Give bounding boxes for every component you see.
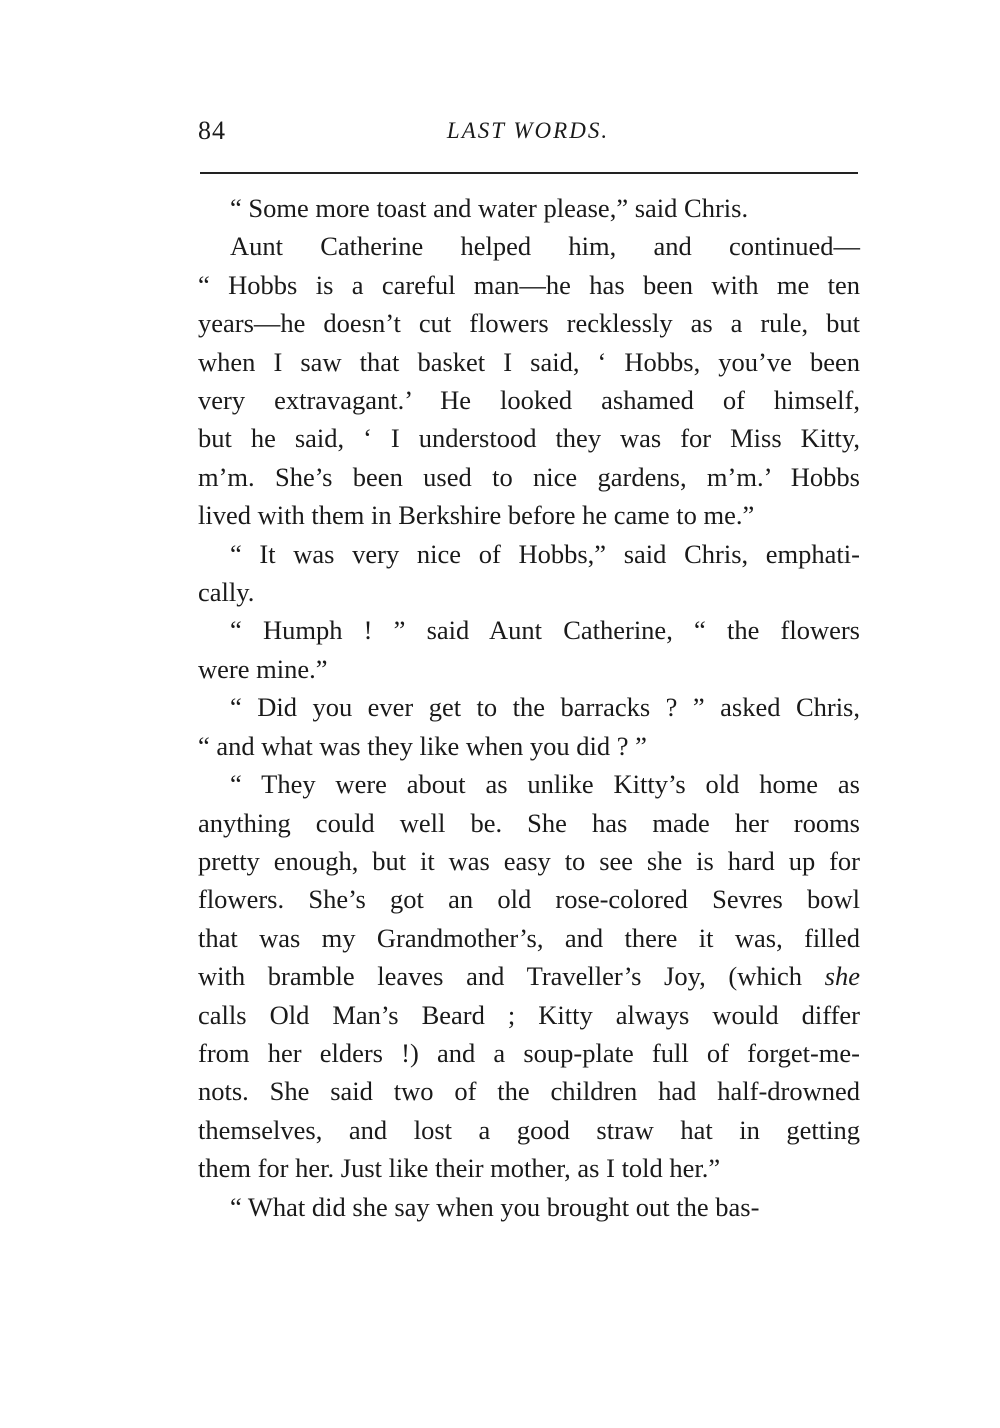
text-line: with bramble leaves and Traveller’s Joy, (which she <box>198 961 860 992</box>
paragraph <box>198 1188 860 1226</box>
text-line: flowers. She’s got an old rose-colored Sevres bowl <box>198 884 860 915</box>
text-line: “ They were about as unlike Kitty’s old home as <box>230 769 860 800</box>
text-line: were mine.” <box>198 653 328 684</box>
header-rule <box>200 172 858 174</box>
text-line: themselves, and lost a good straw hat in getting <box>198 1114 860 1145</box>
text-line: Aunt Catherine helped him, and continued— <box>230 231 860 262</box>
text-line: that was my Grandmother’s, and there it was, filled <box>198 922 860 953</box>
text-line: “ Humph ! ” said Aunt Catherine, “ the flowers <box>230 615 860 646</box>
page-header <box>198 116 858 156</box>
page-number: 84 <box>198 116 226 145</box>
text-line: cally. <box>198 577 255 608</box>
text-line: “ It was very nice of Hobbs,” said Chris, emphati- <box>230 538 860 569</box>
paragraph <box>198 765 860 1187</box>
text-line: anything could well be. She has made her rooms <box>198 807 860 838</box>
text-line: very extravagant.’ He looked ashamed of himself, <box>198 385 860 416</box>
paragraph <box>198 227 860 534</box>
paragraph <box>198 189 860 227</box>
text-line: years—he doesn’t cut flowers recklessly as a rule, but <box>198 308 860 339</box>
paragraph <box>198 688 860 765</box>
paragraph <box>198 535 860 612</box>
text-line: calls Old Man’s Beard ; Kitty always would differ <box>198 999 860 1030</box>
text-line: “ Some more toast and water please,” said Chris. <box>230 193 749 223</box>
text-line: lived with them in Berkshire before he came to me.” <box>198 500 755 531</box>
paragraph <box>198 611 860 688</box>
emphasis: she <box>824 961 860 992</box>
text-line: nots. She said two of the children had half-drowned <box>198 1076 860 1107</box>
text-line: “ and what was they like when you did ? ” <box>198 730 647 761</box>
text-line: pretty enough, but it was easy to see she is hard up for <box>198 845 860 876</box>
text-line: “ What did she say when you brought out the bas- <box>230 1191 760 1222</box>
text-line: but he said, ‘ I understood they was for Miss Kitty, <box>198 423 860 454</box>
text-line: “ Hobbs is a careful man—he has been with me ten <box>198 269 860 300</box>
body-text <box>198 189 860 1226</box>
text-line: when I saw that basket I said, ‘ Hobbs, you’ve been <box>198 346 860 377</box>
text-line: from her elders !) and a soup-plate full of forget-me- <box>198 1037 860 1068</box>
text-line: “ Did you ever get to the barracks ? ” asked Chris, <box>230 692 860 723</box>
text-line: m’m. She’s been used to nice gardens, m’m.’ Hobbs <box>198 461 860 492</box>
text-line: them for her. Just like their mother, as I told her.” <box>198 1153 721 1184</box>
running-head: LAST WORDS. <box>446 118 610 143</box>
